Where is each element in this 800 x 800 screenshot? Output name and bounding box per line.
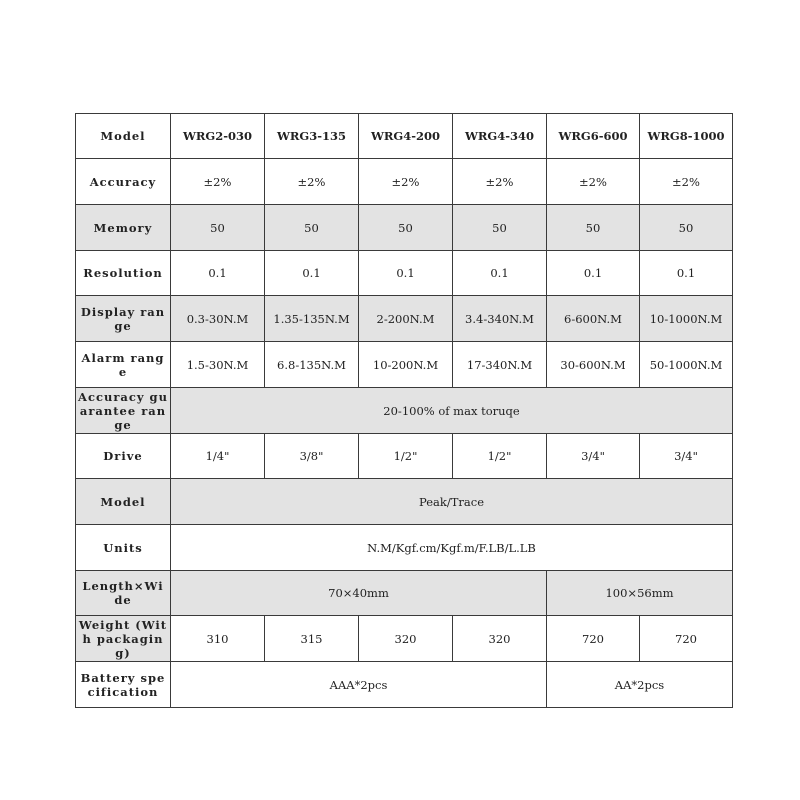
row-mode [76,479,733,525]
row-drive [76,434,733,479]
row-label-memory: Memory [76,205,171,251]
alarm-range-cell: 1.5-30N.M [171,342,265,388]
row-label-display-range: Display range [76,296,171,342]
memory-cell: 50 [171,205,265,251]
model-cell: WRG3-135 [265,114,359,159]
accuracy-cell: ±2% [359,159,453,205]
row-accuracy [76,159,733,205]
display-range-cell: 6-600N.M [547,296,640,342]
alarm-range-cell: 17-340N.M [453,342,547,388]
drive-cell: 3/4" [640,434,733,479]
length-wide-large-cell: 100×56mm [547,571,733,616]
memory-cell: 50 [265,205,359,251]
resolution-cell: 0.1 [171,251,265,296]
resolution-cell: 0.1 [547,251,640,296]
row-label-mode: Model [76,479,171,525]
resolution-cell: 0.1 [640,251,733,296]
memory-cell: 50 [547,205,640,251]
alarm-range-cell: 30-600N.M [547,342,640,388]
row-units [76,525,733,571]
specification-table [75,113,733,708]
display-range-cell: 1.35-135N.M [265,296,359,342]
battery-large-cell: AA*2pcs [547,662,733,708]
row-memory [76,205,733,251]
model-cell: WRG2-030 [171,114,265,159]
row-display-range [76,296,733,342]
accuracy-cell: ±2% [640,159,733,205]
resolution-cell: 0.1 [453,251,547,296]
row-accuracy-guarantee-range [76,388,733,434]
weight-cell: 720 [547,616,640,662]
row-model [76,114,733,159]
resolution-cell: 0.1 [359,251,453,296]
drive-cell: 1/4" [171,434,265,479]
weight-cell: 720 [640,616,733,662]
weight-cell: 310 [171,616,265,662]
display-range-cell: 0.3-30N.M [171,296,265,342]
row-label-alarm-range: Alarm range [76,342,171,388]
model-cell: WRG4-340 [453,114,547,159]
row-label-weight: Weight (With packaging) [76,616,171,662]
mode-cell: Peak/Trace [171,479,733,525]
memory-cell: 50 [359,205,453,251]
row-weight [76,616,733,662]
display-range-cell: 2-200N.M [359,296,453,342]
model-cell: WRG8-1000 [640,114,733,159]
row-label-battery: Battery specification [76,662,171,708]
row-resolution [76,251,733,296]
drive-cell: 1/2" [359,434,453,479]
alarm-range-cell: 6.8-135N.M [265,342,359,388]
row-alarm-range [76,342,733,388]
row-label-resolution: Resolution [76,251,171,296]
weight-cell: 320 [359,616,453,662]
model-cell: WRG6-600 [547,114,640,159]
accuracy-cell: ±2% [171,159,265,205]
units-cell: N.M/Kgf.cm/Kgf.m/F.LB/L.LB [171,525,733,571]
row-length-wide [76,571,733,616]
drive-cell: 3/4" [547,434,640,479]
display-range-cell: 3.4-340N.M [453,296,547,342]
resolution-cell: 0.1 [265,251,359,296]
row-battery [76,662,733,708]
accuracy-cell: ±2% [547,159,640,205]
weight-cell: 320 [453,616,547,662]
accuracy-cell: ±2% [453,159,547,205]
alarm-range-cell: 10-200N.M [359,342,453,388]
drive-cell: 3/8" [265,434,359,479]
display-range-cell: 10-1000N.M [640,296,733,342]
row-label-model: Model [76,114,171,159]
accuracy-guarantee-range-cell: 20-100% of max toruqe [171,388,733,434]
alarm-range-cell: 50-1000N.M [640,342,733,388]
row-label-accuracy-guarantee-range: Accuracy guarantee range [76,388,171,434]
memory-cell: 50 [640,205,733,251]
battery-small-cell: AAA*2pcs [171,662,547,708]
model-cell: WRG4-200 [359,114,453,159]
accuracy-cell: ±2% [265,159,359,205]
row-label-accuracy: Accuracy [76,159,171,205]
weight-cell: 315 [265,616,359,662]
length-wide-small-cell: 70×40mm [171,571,547,616]
row-label-drive: Drive [76,434,171,479]
memory-cell: 50 [453,205,547,251]
row-label-length-wide: Length×Wide [76,571,171,616]
drive-cell: 1/2" [453,434,547,479]
row-label-units: Units [76,525,171,571]
